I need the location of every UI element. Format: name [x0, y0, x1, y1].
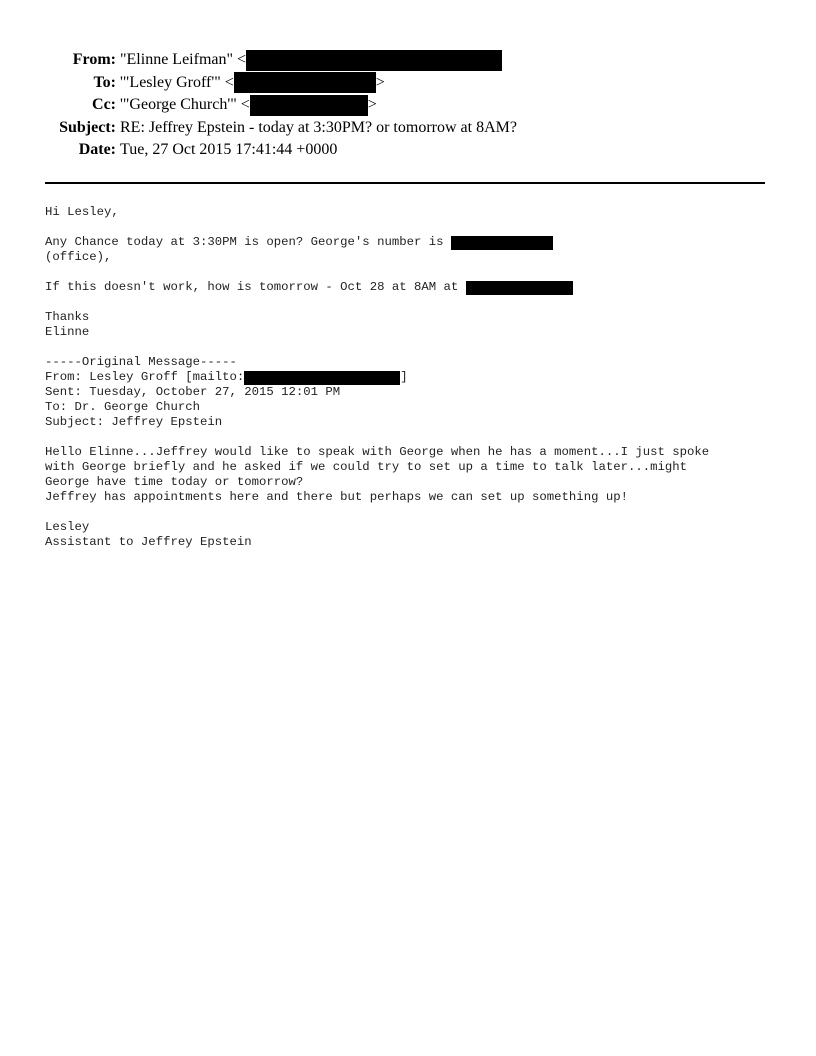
greeting: Hi Lesley,	[45, 205, 119, 219]
redaction-block	[466, 281, 573, 295]
from-row	[0, 49, 816, 72]
cc-value: '"George Church'" <	[120, 96, 250, 113]
message-line: Jeffrey has appointments here and there but perhaps we can set up something up!	[45, 490, 628, 504]
signature-name: Lesley	[45, 520, 90, 534]
cc-close: >	[367, 96, 377, 113]
message-line: Hello Elinne...Jeffrey would like to speak with George when he has a moment...I just spoke	[45, 445, 710, 459]
original-message-header: -----Original Message-----	[45, 355, 237, 369]
to-close: >	[375, 73, 385, 91]
date-label: Date:	[78, 141, 116, 158]
body-line	[45, 235, 785, 250]
cc-label: Cc:	[92, 96, 116, 113]
redaction-block	[250, 95, 368, 116]
original-from-text: From: Lesley Groff [mailto:	[45, 370, 245, 384]
redaction-block	[234, 72, 376, 93]
email-header	[0, 49, 816, 162]
to-label: To:	[93, 73, 116, 91]
to-row	[0, 72, 816, 95]
body-text: Any Chance today at 3:30PM is open? George's number is	[45, 235, 451, 249]
subject-value: RE: Jeffrey Epstein - today at 3:30PM? or tomorrow at 8AM?	[120, 118, 517, 136]
thanks: Thanks	[45, 310, 90, 324]
header-divider	[45, 182, 765, 184]
date-row	[0, 139, 816, 162]
signoff-name: Elinne	[45, 325, 90, 339]
subject-label: Subject:	[59, 118, 116, 136]
original-subject: Subject: Jeffrey Epstein	[45, 415, 223, 429]
body-line	[45, 280, 785, 295]
original-from	[45, 370, 785, 385]
email-body	[45, 205, 785, 550]
redaction-block	[451, 236, 553, 250]
from-label: From:	[72, 51, 116, 68]
redaction-block	[246, 50, 502, 71]
original-from-close: ]	[400, 370, 408, 384]
message-line: with George briefly and he asked if we could try to set up a time to talk later...might	[45, 460, 688, 474]
body-line: (office),	[45, 250, 112, 264]
signature-title: Assistant to Jeffrey Epstein	[45, 535, 252, 549]
original-to: To: Dr. George Church	[45, 400, 200, 414]
to-value: '"Lesley Groff'" <	[120, 73, 234, 91]
body-text: If this doesn't work, how is tomorrow - Oct 28 at 8AM at	[45, 280, 466, 294]
redaction-block	[244, 371, 400, 385]
message-line: George have time today or tomorrow?	[45, 475, 304, 489]
from-value: "Elinne Leifman" <	[120, 51, 247, 68]
date-value: Tue, 27 Oct 2015 17:41:44 +0000	[120, 141, 338, 158]
subject-row	[0, 117, 816, 140]
cc-row	[0, 94, 816, 117]
original-sent: Sent: Tuesday, October 27, 2015 12:01 PM	[45, 385, 341, 399]
